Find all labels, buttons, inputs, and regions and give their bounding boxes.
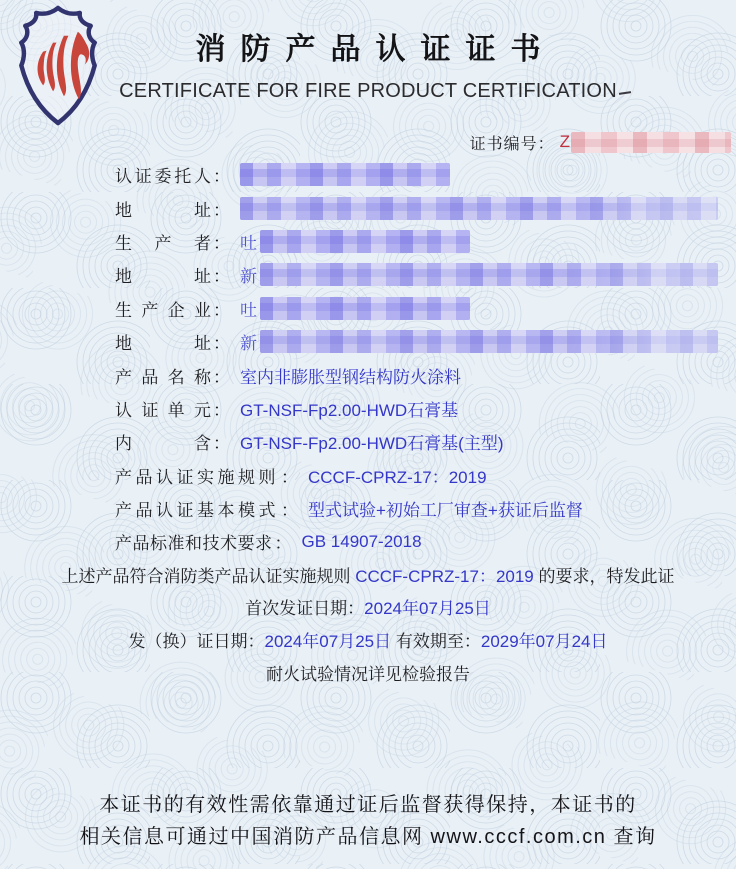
first-issue-date: 2024年07月25日 [364, 599, 491, 619]
colon: ： [281, 501, 298, 521]
redacted-value [260, 297, 470, 320]
field-row-producer-address [115, 258, 730, 291]
certificate-subtitle [119, 80, 617, 103]
header [0, 24, 736, 103]
field-row-applicant-address [115, 191, 730, 224]
field-row-product-name [115, 358, 730, 391]
field-value: 型式试验+初始工厂审查+获证后监督 [308, 501, 583, 521]
colon: ： [213, 434, 230, 454]
colon: ： [213, 367, 230, 387]
colon: ： [213, 300, 230, 320]
field-label: 地址 [115, 334, 211, 354]
redaction-prefix-char: 新 [240, 334, 257, 354]
certificate-title: 消防产品认证证书 [195, 33, 556, 66]
field-row-manufacturer-address [115, 325, 730, 358]
colon: ： [213, 334, 230, 354]
colon: ： [213, 200, 230, 220]
footer-line-2: 相关信息可通过中国消防产品信息网 www.cccf.com.cn 查询 [79, 825, 657, 848]
field-label: 产品认证实施规则 [115, 467, 279, 487]
colon: ： [281, 467, 298, 487]
redaction-prefix-char: 吐 [240, 300, 257, 320]
certificate-number-prefix: Z [559, 132, 570, 151]
field-label: 产品标准和技术要求 [115, 534, 273, 554]
validity-date: 2029年07月24日 [480, 631, 608, 651]
field-label: 内含 [115, 434, 211, 454]
field-row-producer [115, 225, 730, 258]
field-row-applicant [115, 158, 730, 191]
issue-label: 发（换）证日期： [128, 631, 265, 651]
field-row-contains [115, 425, 730, 458]
statement-pre: 上述产品符合消防类产品认证实施规则 [61, 566, 356, 586]
colon: ： [213, 167, 230, 187]
field-label: 产品认证基本模式 [115, 501, 279, 521]
footer [0, 786, 736, 850]
field-label: 地址 [115, 200, 211, 220]
fire-test-note-text: 耐火试验情况详见检验报告 [266, 664, 470, 684]
issue-date-line [0, 623, 736, 656]
first-issue-label: 首次发证日期： [245, 599, 365, 619]
field-list [115, 158, 730, 559]
field-row-certification-mode [115, 492, 730, 525]
certificate-number-label: 证书编号 [469, 135, 538, 153]
field-value: GB 14907-2018 [301, 531, 422, 551]
colon: ： [213, 233, 230, 253]
redaction-prefix-char: 新 [240, 267, 257, 287]
first-issue-date-line [0, 591, 736, 624]
redacted-value [240, 163, 450, 186]
field-label: 认证单元 [115, 400, 211, 420]
field-label: 认证委托人 [115, 167, 211, 187]
colon: ： [213, 400, 230, 420]
statement-post: 的要求，特发此证 [533, 566, 675, 586]
certificate-subtitle-text: CERTIFICATE FOR FIRE PRODUCT CERTIFICATION [119, 80, 617, 102]
redacted-value [260, 263, 718, 286]
redaction-prefix-char: 吐 [240, 233, 257, 253]
issue-date: 2024年07月25日 [264, 631, 392, 651]
field-row-product-standard [115, 525, 730, 558]
redacted-value [240, 197, 718, 220]
redacted-value [260, 230, 470, 253]
fire-test-note [0, 656, 736, 689]
conformity-statement [0, 558, 736, 591]
colon: ： [274, 534, 292, 554]
field-label: 生产企业 [115, 300, 211, 320]
footer-line-1: 本证书的有效性需依靠通过证后监督获得保持，本证书的 [99, 793, 637, 816]
field-value: 室内非膨胀型钢结构防火涂料 [240, 367, 461, 387]
field-row-manufacturer [115, 292, 730, 325]
certificate-number-row [0, 129, 731, 155]
redacted-value [260, 330, 718, 353]
field-label: 地址 [115, 267, 211, 287]
validity-label: 有效期至： [391, 631, 481, 651]
field-value: GT-NSF-Fp2.00-HWD石膏基 [240, 400, 459, 420]
field-value: GT-NSF-Fp2.00-HWD石膏基(主型) [240, 434, 504, 454]
statement-rule: CCCF-CPRZ-17：2019 [355, 566, 534, 586]
field-row-certification-unit [115, 392, 730, 425]
field-label: 产品名称 [115, 367, 211, 387]
colon: ： [537, 135, 555, 153]
colon: ： [213, 267, 230, 287]
field-label: 生产者 [115, 233, 211, 253]
scan-artifact-mark [619, 91, 631, 95]
field-row-implementation-rule [115, 459, 730, 492]
field-value: CCCF-CPRZ-17：2019 [308, 467, 487, 487]
certificate-number-redaction [571, 132, 731, 153]
statement-block [0, 558, 736, 688]
